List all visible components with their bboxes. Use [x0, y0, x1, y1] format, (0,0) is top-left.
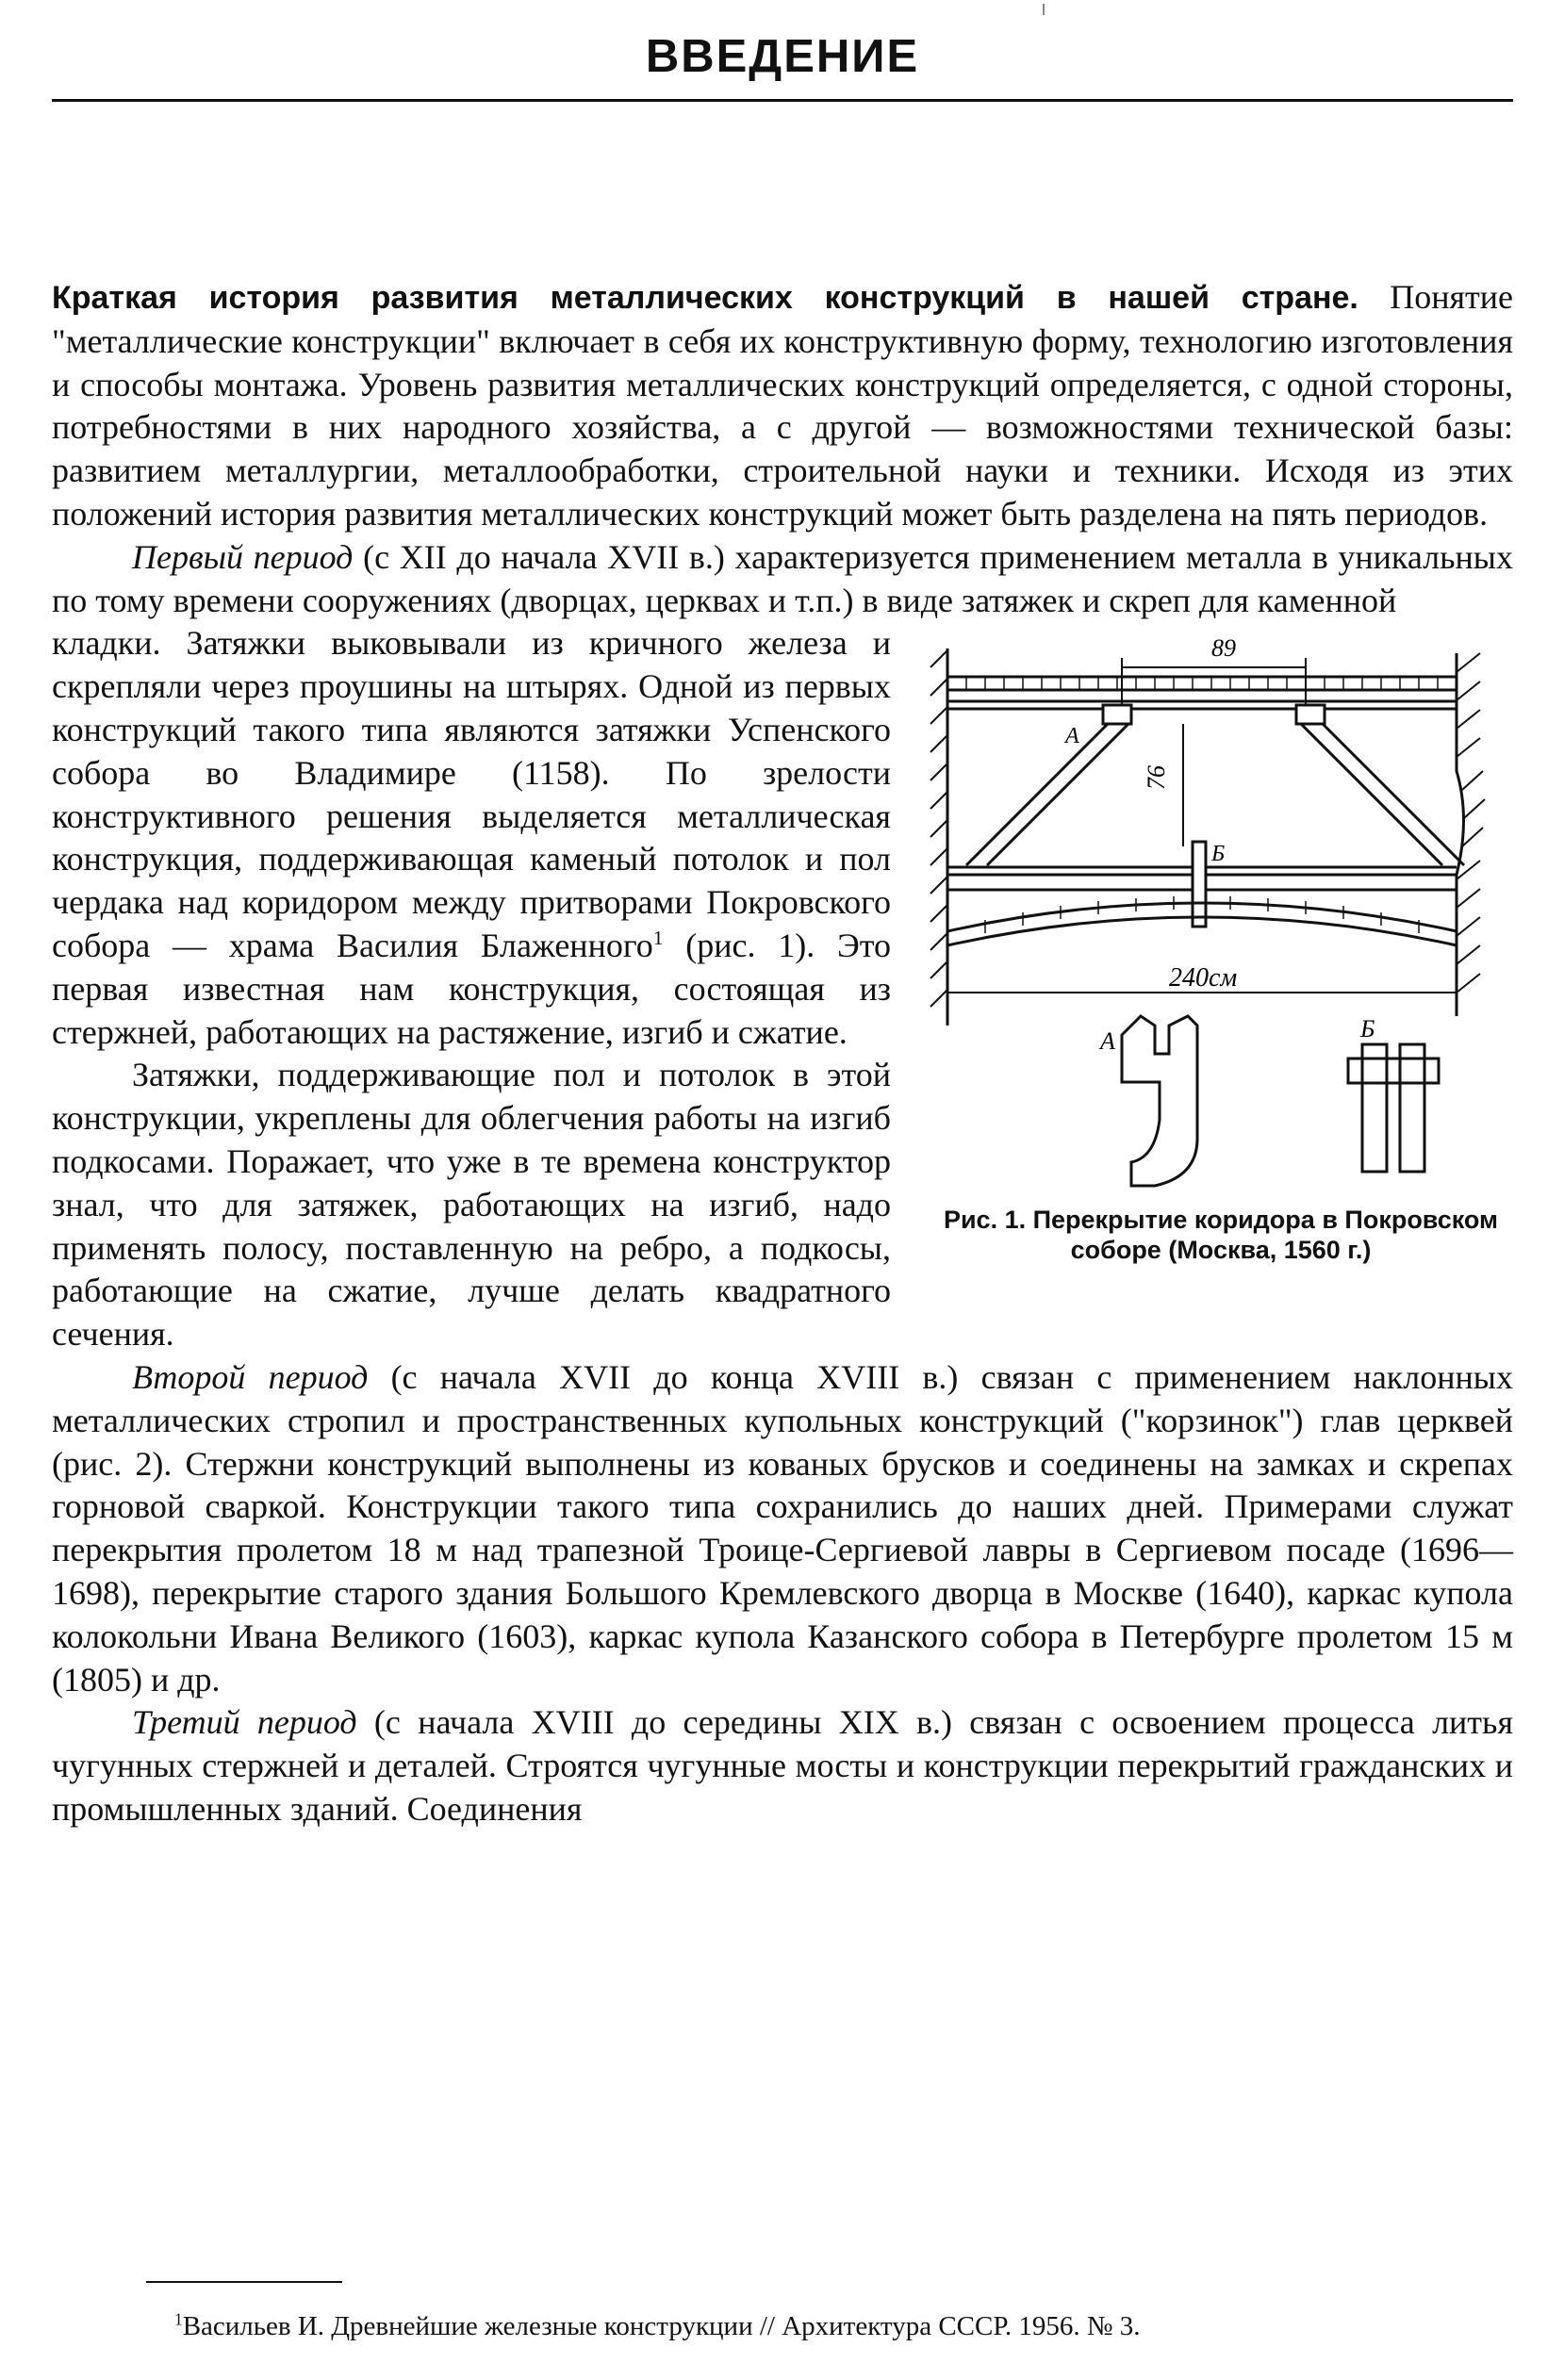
- left-wall-hatch: [930, 650, 947, 1007]
- body-text: [52, 276, 1513, 1831]
- label-a: А: [1065, 724, 1079, 749]
- detail-b-label: Б: [1360, 1015, 1375, 1043]
- paragraph-4: [52, 1356, 1513, 1701]
- brace-left-1: [966, 724, 1108, 865]
- paragraph-2: [52, 536, 1513, 623]
- period-3-term: Третий период: [132, 1703, 357, 1742]
- brace-right-1: [1301, 724, 1442, 865]
- paragraph-5-text: (с начала XVIII до середины XIX в.) связан с освоением процесса литья чугунных стержней и деталей. Строятся чугунные мосты и конструкции перекрытий гражданских и промышленных зданий. Соединения: [52, 1703, 1514, 1828]
- footnote-ref[interactable]: 1: [652, 926, 664, 949]
- detail-a-label: А: [1100, 1027, 1115, 1056]
- paragraph-2-middle: кладки. Затяжки выковывали из кричного железа и скрепляли через проушины на штырях. Одной из первых конструкций такого типа являются затяжки Успенского собора во Владимире (1158). По зрелости конструктивного решения выделяется металлическая конструкция, поддерживающая каменый потолок и пол чердака над коридором между притворами Покровского собора — храма Василия Блаженного: [52, 624, 891, 964]
- paragraph-2-lead: (с XII до начала XVII в.) характеризуется применением металла в уникальных по тому времени сооружениях (дворцах, церквах и т.п.) в виде затяжек и скреп для каменной: [52, 537, 1513, 619]
- paragraph-2-end: (рис. 1). Это первая известная нам конструкция, состоящая из стержней, работающих на растяжение, изгиб и сжатие.: [52, 926, 891, 1051]
- bracket-right: [1296, 705, 1325, 724]
- detail-a-shape: [1122, 1016, 1197, 1186]
- figure-1: [929, 630, 1513, 1267]
- dim-vertical-label: 76: [1143, 765, 1170, 791]
- figure-1-drawing: [929, 630, 1513, 1195]
- dim-top-label: 89: [1211, 634, 1236, 663]
- upper-floor-hatch: [966, 677, 1438, 690]
- footnote-mark: 1: [174, 2309, 183, 2329]
- footnote-rule: [146, 2281, 342, 2283]
- label-b: Б: [1211, 842, 1226, 867]
- title-rule: [52, 99, 1513, 102]
- dim-span-label: 240см: [1169, 963, 1238, 993]
- paragraph-1-text: Понятие "металлические конструкции" включает в себя их конструктивную форму, технологию изготовления и способы монтажа. Уровень развития металлических конструкций определяется, с одной стороны, потребностями в них народного хозяйства, а с другой — возможностями технической базы: развитием металлургии, металлообработки, строительной науки и техники. Исходя из этих положений история развития металлических конструкций может быть разделена на пять периодов.: [52, 278, 1514, 533]
- paragraph-1: [52, 276, 1513, 536]
- paragraph-4-text: (с начала XVII до конца XVIII в.) связан с применением наклонных металлических стропил и пространственных купольных конструкций ("корзинок") глав церквей (рис. 2). Стержни конструкций выполнены из кованых брусков и соединены на замках и скрепах горновой сваркой. Конструкции такого типа сохранились до наших дней. Примерами служат перекрытия пролетом 18 м над трапезной Троице-Сергиевой лавры в Сергиевом посаде (1696—1698), перекрытие старого здания Большого Кремлевского дворца в Москве (1640), каркас купола колокольни Ивана Великого (1603), каркас купола Казанского собора в Петербурге пролетом 15 м (1805) и др.: [52, 1357, 1513, 1699]
- page: [52, 0, 1513, 2380]
- paragraph-3: Затяжки, поддерживающие пол и потолок в этой конструкции, укреплены для облегчения работы на изгиб подкосами. Поражает, что уже в те времена конструктор знал, что для затяжек, работающих на изгиб, надо применять полосу, поставленную на ребро, а подкосы, работающие на сжатие, лучше делать квадратного сечения.: [52, 1056, 891, 1354]
- footnote: [174, 2309, 1400, 2343]
- detail-b-shape-1: [1362, 1044, 1387, 1172]
- period-1-term: Первый период: [132, 537, 354, 576]
- paragraph-5: [52, 1701, 1513, 1830]
- right-wall-hatch: [1457, 653, 1485, 993]
- footnote-text: Васильев И. Древнейшие железные конструкции // Архитектура СССР. 1956. № 3.: [182, 2311, 1141, 2341]
- page-title: ВВЕДЕНИЕ: [645, 31, 920, 82]
- period-2-term: Второй период: [132, 1357, 369, 1396]
- section-lead-title: Краткая история развития металлических конструкций в нашей стране.: [52, 280, 1358, 316]
- bracket-left: [1103, 705, 1131, 724]
- upper-floor-slab: [947, 677, 1457, 690]
- bolt-b: [1193, 842, 1206, 927]
- figure-caption: Рис. 1. Перекрытие коридора в Покровском соборе (Москва, 1560 г.): [943, 1206, 1499, 1265]
